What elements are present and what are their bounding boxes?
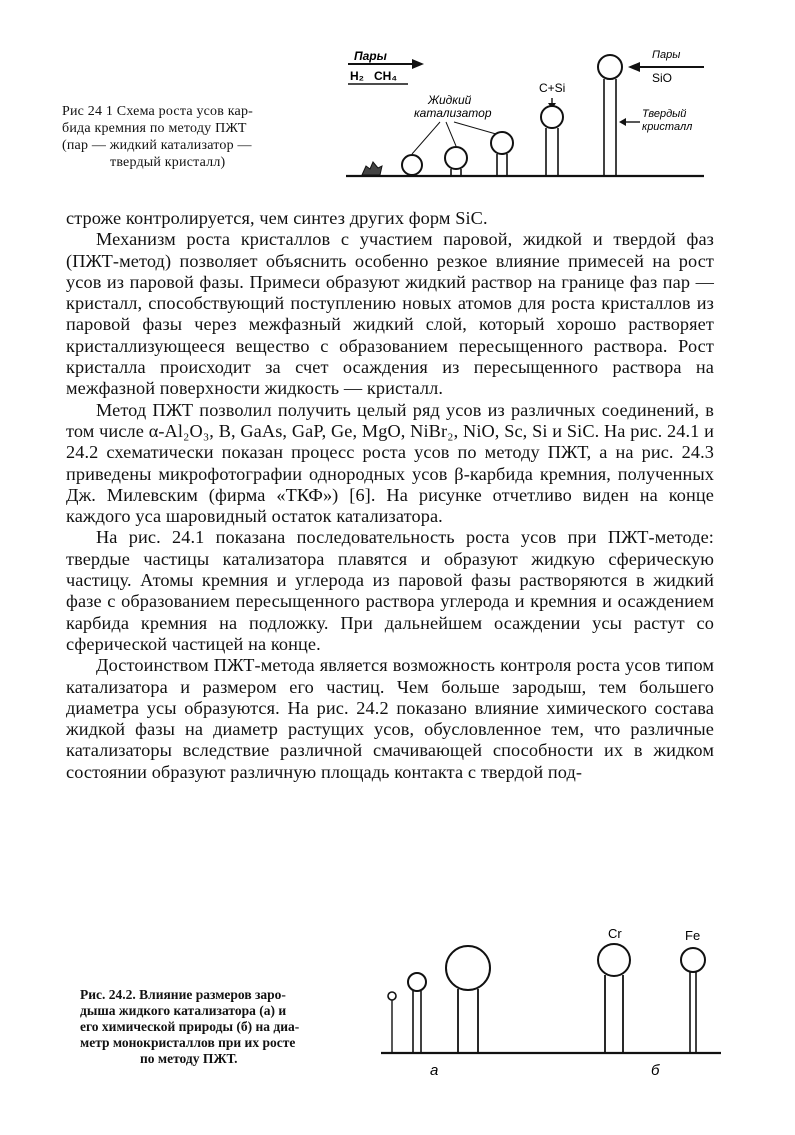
paragraph: Метод ПЖТ позволил получить целый ряд усов из различных соединений, в том числе α-Al₂O₃, B, GaAs, GaP, Ge, MgO, NiBr₂, NiO, Sc, Si и SiC. На рис. 24.1 и 24.2 схематически показан процесс роста усов по методу ПЖТ, а на рис. 24.3 приведены микрофотографии однородных усов β-карбида кремния, полученных Дж. Милевским (фирма «ТКФ») [6]. На рисунке отчетливо виден на конце каждого уса шаровидный остаток катализатора. bbox=[66, 399, 714, 527]
caption-line: твердый кристалл) bbox=[110, 155, 226, 170]
label-h2: H₂ bbox=[350, 69, 364, 83]
label-fe: Fe bbox=[685, 928, 701, 943]
label-liquid-line1: Жидкий bbox=[428, 93, 472, 107]
catalyst-drop-5 bbox=[598, 55, 622, 79]
catalyst-drop-1 bbox=[402, 155, 422, 175]
caption-line: Рис. 24.2. Влияние размеров заро- bbox=[80, 987, 286, 1002]
catalyst-drop-2 bbox=[445, 147, 467, 169]
label-vapor-left: Пары bbox=[354, 49, 387, 63]
caption-line: Рис 24 1 Схема роста усов кар- bbox=[62, 104, 254, 119]
label-a: а bbox=[430, 1062, 439, 1079]
pointer-liquid-2 bbox=[446, 122, 456, 146]
nucleus-medium bbox=[408, 973, 426, 991]
vapor-right-arrowhead bbox=[628, 62, 640, 72]
vapor-left-arrowhead bbox=[412, 59, 424, 69]
nucleus-large bbox=[446, 946, 490, 990]
label-cr: Cr bbox=[608, 926, 622, 941]
figure-24-2-caption bbox=[80, 987, 368, 1067]
label-sio: SiO bbox=[652, 71, 673, 85]
caption-line: по методу ПЖТ. bbox=[140, 1051, 238, 1066]
caption-line: бида кремния по методу ПЖТ bbox=[62, 121, 247, 136]
caption-line: дыша жидкого катализатора (а) и bbox=[80, 1003, 287, 1018]
figure-24-2-diagram bbox=[375, 918, 725, 1088]
paragraph: Достоинством ПЖТ-метода является возможность контроля роста усов типом катализатора и размером его частиц. Чем больше зародыш, тем большего диаметра усы образуются. На рис. 24.2 показано влияние химического состава жидкой фазы на диаметр растущих усов, обусловленное тем, что различные катализаторы вследствие различной смачивающей способности их в жидком состоянии образуют различную площадь контакта с твердой под- bbox=[66, 655, 714, 782]
caption-line: метр монокристаллов при их росте bbox=[80, 1035, 296, 1050]
caption-line: его химической природы (б) на диа- bbox=[80, 1019, 300, 1034]
caption-line: (пар — жидкий катализатор — bbox=[62, 138, 252, 153]
solid-pointer-arrowhead bbox=[619, 118, 626, 126]
paragraph: строже контролируется, чем синтез других форм SiC. bbox=[66, 208, 488, 228]
catalyst-drop-4 bbox=[541, 106, 563, 128]
catalyst-drop-3 bbox=[491, 132, 513, 154]
label-csi: C+Si bbox=[539, 81, 566, 95]
label-b: б bbox=[651, 1062, 660, 1079]
label-solid-line1: Твердый bbox=[642, 108, 687, 120]
paragraph: Механизм роста кристаллов с участием паровой, жидкой и твердой фаз (ПЖТ-метод) позволяет объяснить особенно резкое влияние примесей на рост усов из паровой фазы. Примеси образуют жидкий раствор на границе фаз пар — кристалл, способствующий поступлению новых атомов для роста кристаллов из паровой фазы через межфазный жидкий слой, который хорошо растворяет кристаллизующееся вещество с образованием пересыщенного раствора. Рост кристалла происходит за счет осаждения из пересыщенного раствора на межфазной поверхности жидкость — кристалл. bbox=[66, 229, 714, 399]
label-vapor-right: Пары bbox=[652, 49, 681, 61]
label-liquid-line2: катализатор bbox=[414, 106, 492, 120]
solid-catalyst-particle bbox=[362, 162, 382, 175]
figure-24-1-diagram bbox=[340, 42, 720, 187]
figure-24-1-caption bbox=[62, 103, 332, 171]
paragraph: На рис. 24.1 показана последовательность роста усов при ПЖТ-методе: твердые частицы катализатора плавятся и образуют жидкую сферическую частицу. Атомы кремния и углерода из паровой фазы растворяются в жидкий фазе с образованием пересыщенного раствора углерода и кремния и осаждением карбида кремния на подложку. При дальнейшем осаждении усы растут со сферической частицей на конце. bbox=[66, 527, 714, 654]
nucleus-cr bbox=[598, 944, 630, 976]
label-ch4: CH₄ bbox=[374, 69, 398, 83]
pointer-liquid-1 bbox=[412, 122, 440, 154]
body-text bbox=[66, 208, 714, 783]
nucleus-small bbox=[388, 992, 396, 1000]
nucleus-fe bbox=[681, 948, 705, 972]
pointer-liquid-3 bbox=[454, 122, 496, 134]
label-solid-line2: кристалл bbox=[642, 121, 693, 133]
